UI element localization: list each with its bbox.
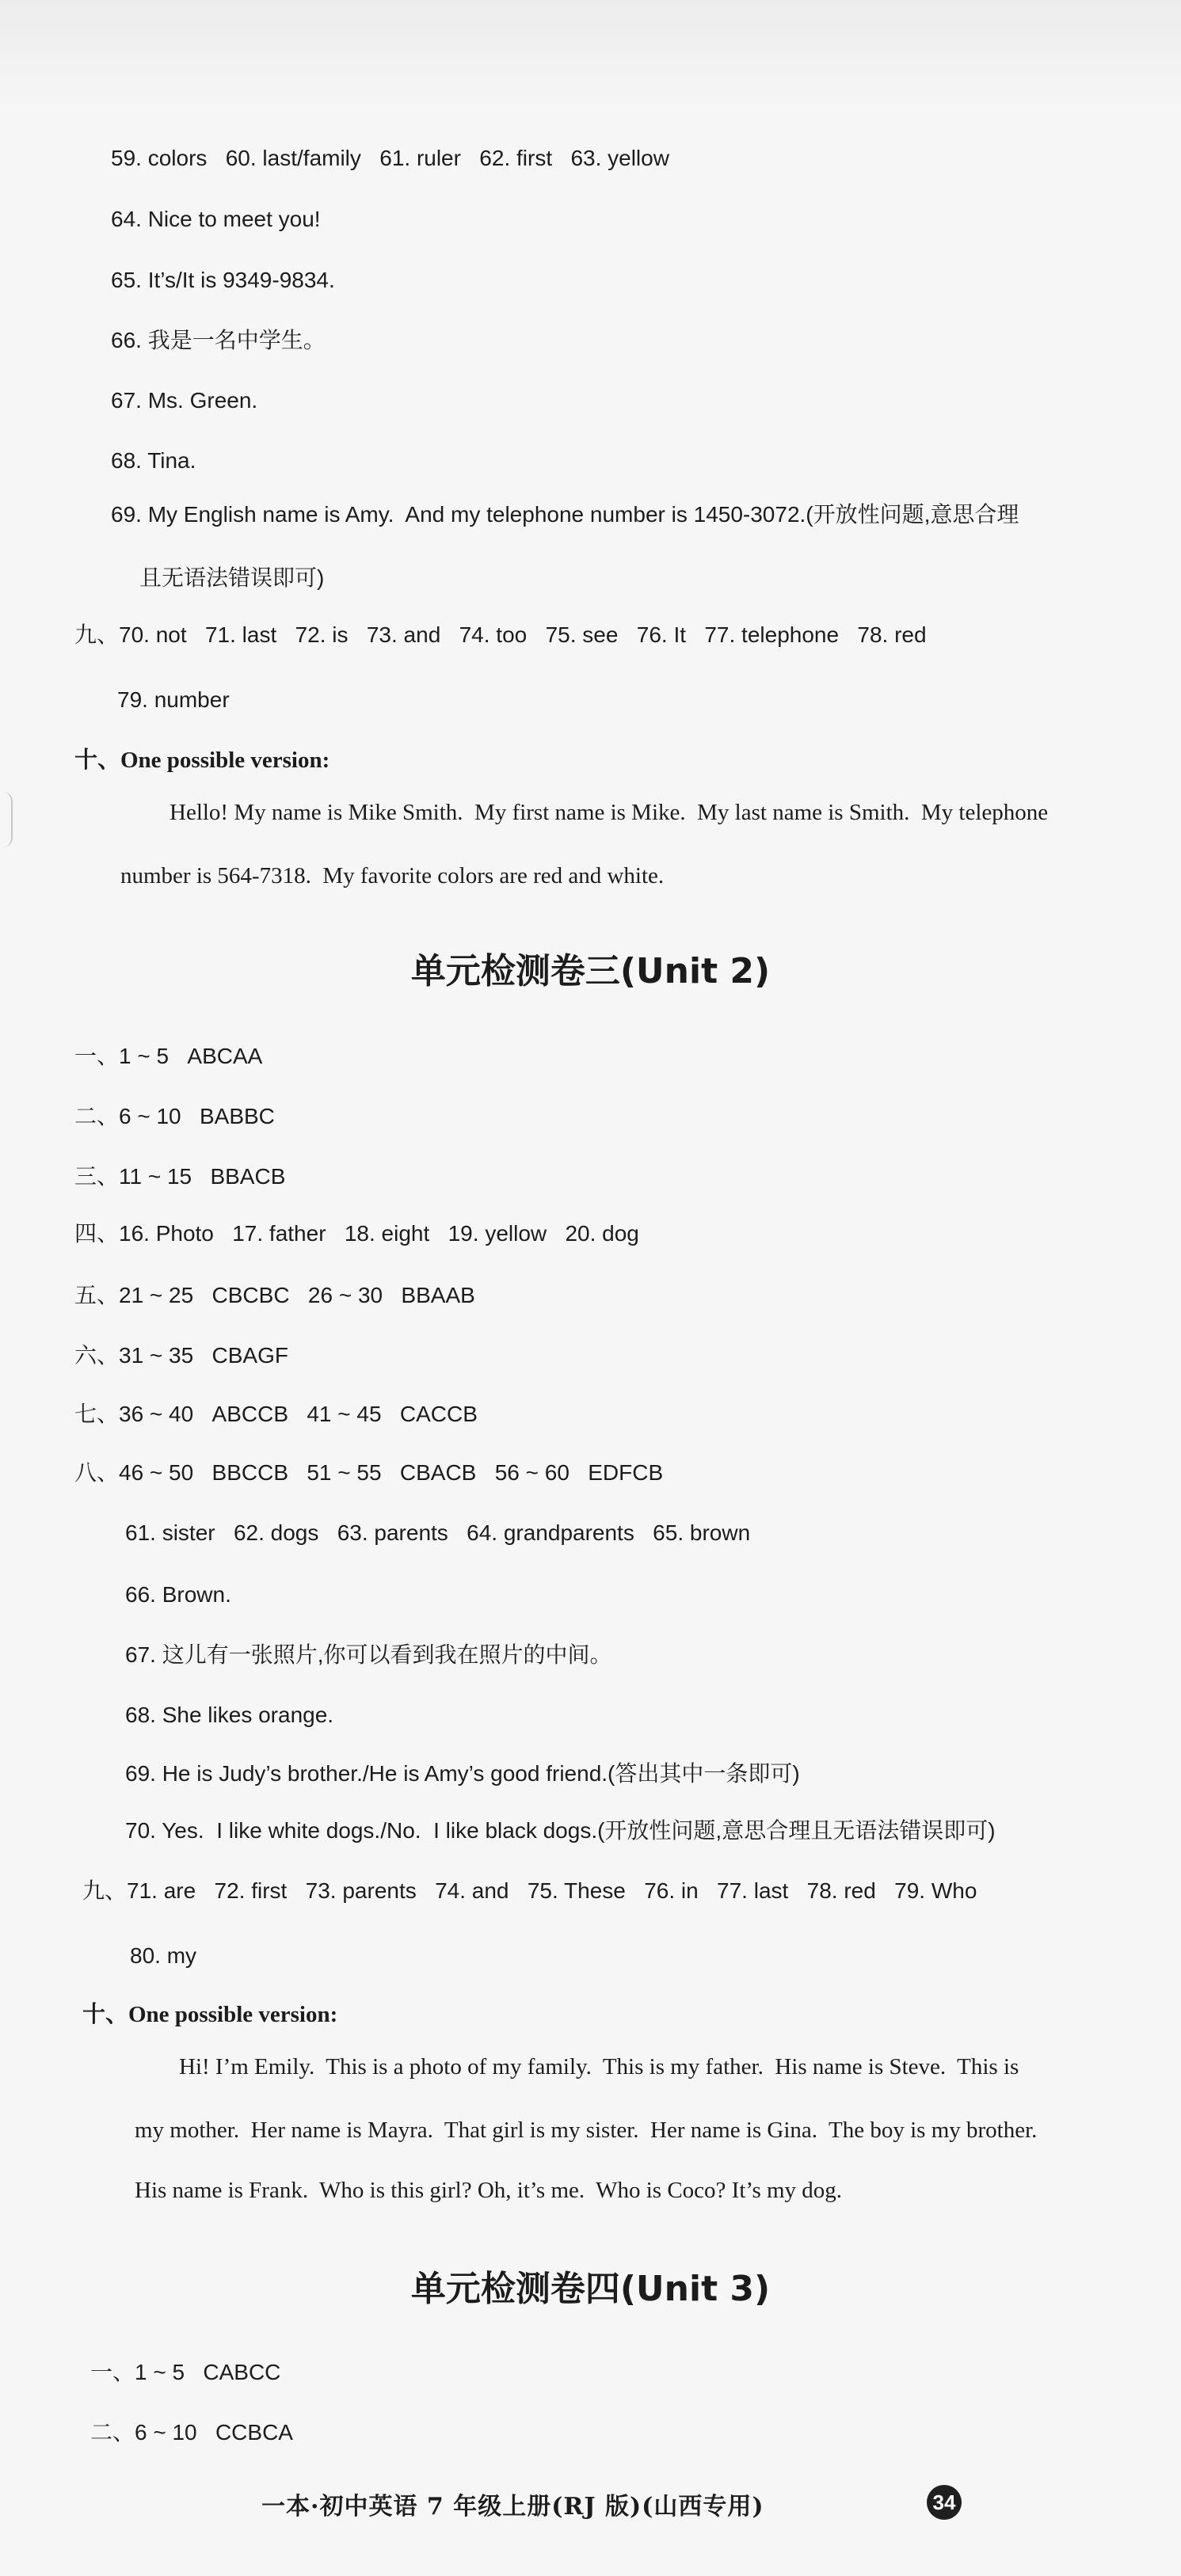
unit2-essay-heading: 十、One possible version: xyxy=(82,2002,338,2027)
page-number-badge: 34 xyxy=(927,2485,962,2520)
unit2-answer-8: 八、46 ~ 50 BBCCB 51 ~ 55 CBACB 56 ~ 60 EDFCB xyxy=(74,1460,664,1485)
page-fold-mark xyxy=(3,792,13,847)
answer-line-79: 79. number xyxy=(117,687,230,712)
unit2-title: 单元检测卷三(Unit 2) xyxy=(410,951,771,991)
answer-line-64: 64. Nice to meet you! xyxy=(111,207,321,231)
unit2-answer-6: 六、31 ~ 35 CBAGF xyxy=(74,1343,288,1368)
unit2-answer-69: 69. He is Judy’s brother./He is Amy’s good friend.(答出其中一条即可) xyxy=(125,1761,800,1786)
unit2-answer-67: 67. 这儿有一张照片,你可以看到我在照片的中间。 xyxy=(125,1642,612,1667)
answer-line-69-cont: 且无语法错误即可) xyxy=(139,565,325,590)
essay-line-1: Hello! My name is Mike Smith. My first name is Mike. My last name is Smith. My telephone xyxy=(170,800,1049,825)
unit2-essay-line-3: His name is Frank. Who is this girl? Oh, it’s me. Who is Coco? It’s my dog. xyxy=(135,2178,843,2203)
book-footer: 一本·初中英语 7 年级上册(RJ 版)(山西专用) xyxy=(261,2493,764,2521)
answer-line-69: 69. My English name is Amy. And my telephone number is 1450-3072.(开放性问题,意思合理 xyxy=(111,502,1019,527)
unit2-essay-line-2: my mother. Her name is Mayra. That girl is my sister. Her name is Gina. The boy is my brother. xyxy=(135,2117,1038,2143)
answer-line-59: 59. colors 60. last/family 61. ruler 62. first 63. yellow xyxy=(111,146,669,170)
unit2-answer-1: 一、1 ~ 5 ABCAA xyxy=(74,1044,263,1068)
unit3-answer-1: 一、1 ~ 5 CABCC xyxy=(90,2360,281,2384)
unit2-answer-7: 七、36 ~ 40 ABCCB 41 ~ 45 CACCB xyxy=(74,1402,478,1426)
essay-heading: 十、One possible version: xyxy=(74,748,330,773)
answer-line-67: 67. Ms. Green. xyxy=(111,388,258,413)
unit2-answer-61: 61. sister 62. dogs 63. parents 64. grandparents 65. brown xyxy=(125,1520,751,1545)
scan-shadow xyxy=(0,0,1181,111)
unit2-answer-5: 五、21 ~ 25 CBCBC 26 ~ 30 BBAAB xyxy=(74,1283,475,1307)
unit3-title: 单元检测卷四(Unit 3) xyxy=(410,2269,771,2309)
essay-line-2: number is 564-7318. My favorite colors are red and white. xyxy=(120,863,665,888)
answer-line-68: 68. Tina. xyxy=(111,448,196,473)
answer-line-66: 66. 我是一名中学生。 xyxy=(111,328,326,352)
unit2-answer-68: 68. She likes orange. xyxy=(125,1703,334,1727)
answer-line-70: 九、70. not 71. last 72. is 73. and 74. too 75. see 76. It 77. telephone 78. red xyxy=(74,622,927,647)
unit3-answer-2: 二、6 ~ 10 CCBCA xyxy=(90,2420,293,2445)
answer-line-65: 65. It’s/It is 9349-9834. xyxy=(111,268,335,292)
unit2-essay-line-1: Hi! I’m Emily. This is a photo of my family. This is my father. His name is Steve. This is xyxy=(179,2054,1019,2079)
unit2-answer-4: 四、16. Photo 17. father 18. eight 19. yellow 20. dog xyxy=(74,1221,639,1246)
unit2-answer-3: 三、11 ~ 15 BBACB xyxy=(74,1164,286,1189)
unit2-answer-71: 九、71. are 72. first 73. parents 74. and 75. These 76. in 77. last 78. red 79. Who xyxy=(82,1878,977,1903)
unit2-answer-70: 70. Yes. I like white dogs./No. I like black dogs.(开放性问题,意思合理且无语法错误即可) xyxy=(125,1818,996,1843)
unit2-answer-66: 66. Brown. xyxy=(125,1582,231,1607)
unit2-answer-2: 二、6 ~ 10 BABBC xyxy=(74,1104,275,1128)
unit2-answer-80: 80. my xyxy=(130,1943,197,1968)
